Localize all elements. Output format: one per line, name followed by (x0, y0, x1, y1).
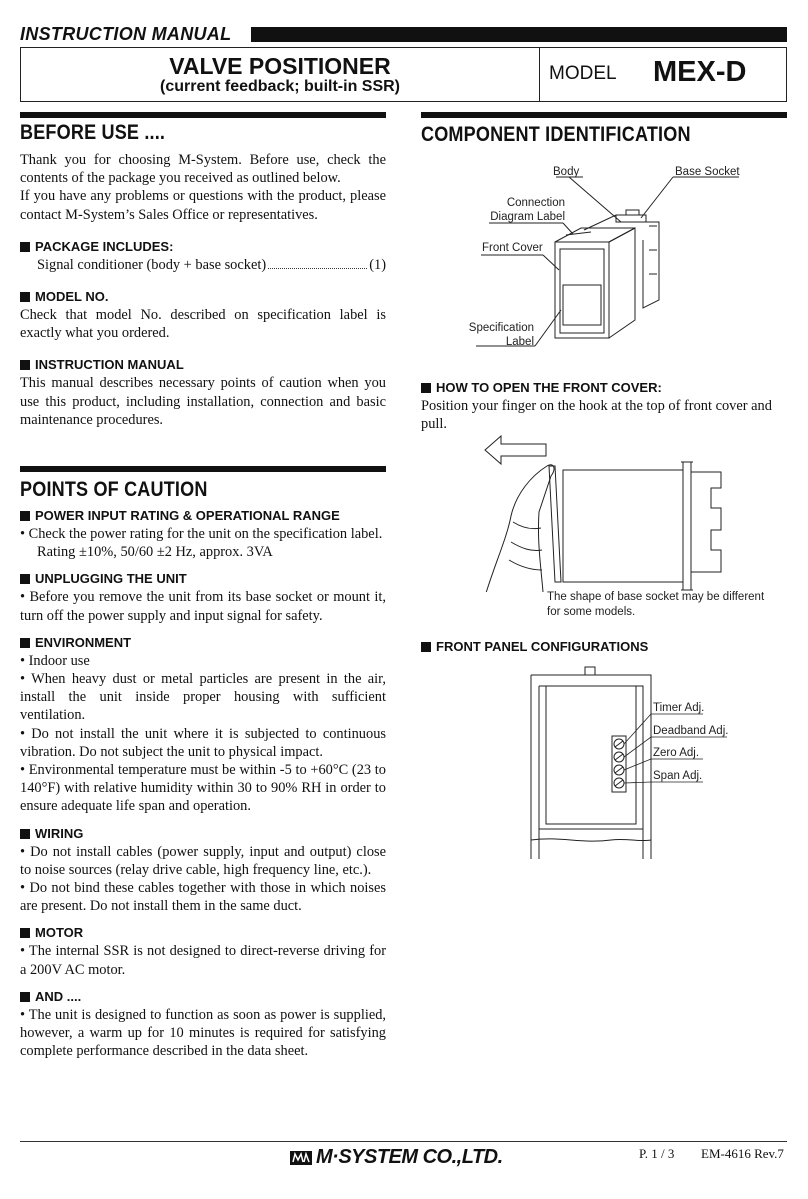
section-bar (20, 112, 386, 118)
company-name: M·SYSTEM CO.,LTD. (316, 1146, 503, 1168)
model-no-text: Check that model No. described on specification label is exactly what you ordered. (20, 307, 386, 342)
front-panel-illustration (421, 664, 787, 864)
footer-rule (20, 1141, 787, 1142)
caution-body (20, 507, 386, 1060)
zero-adj-label: Zero Adj. (653, 747, 700, 759)
timer-adj-label: Timer Adj. (653, 702, 705, 714)
connection-label-2: Diagram Label (490, 211, 565, 223)
model-code: MEX-D (653, 56, 747, 88)
title-divider (539, 48, 540, 101)
open-cover-section (421, 379, 787, 433)
product-title: VALVE POSITIONER (169, 53, 391, 79)
adjuster-screws (614, 739, 624, 788)
zero-adj-screw (614, 765, 624, 775)
front-panel-heading: FRONT PANEL CONFIGURATIONS (421, 638, 787, 656)
page-number: P. 1 / 3 (639, 1146, 675, 1161)
package-heading: PACKAGE INCLUDES: (20, 238, 386, 256)
environment-heading: ENVIRONMENT (20, 634, 386, 652)
open-cover-heading: HOW TO OPEN THE FRONT COVER: (421, 379, 787, 397)
environment-item: • When heavy dust or metal particles are present in the air, install the unit inside proper housing with sufficient ventilation. (20, 671, 386, 724)
section-bar (20, 466, 386, 472)
spec-label-2: Label (505, 336, 534, 348)
before-use-body (20, 151, 386, 429)
wiring-heading: WIRING (20, 825, 386, 843)
document-number: EM-4616 Rev.7 (701, 1146, 784, 1161)
intro-text-2: If you have any problems or questions with the product, please contact M-System’s Sales Office or representatives. (20, 188, 386, 223)
product-subtitle: (current feedback; built-in SSR) (159, 78, 401, 95)
unplug-text: • Before you remove the unit from its base socket or mount it, turn off the power supply and input signal for safety. (20, 589, 386, 624)
connection-label-1: Connection (506, 197, 565, 209)
span-adj-label: Span Adj. (653, 770, 703, 782)
front-panel-section (421, 638, 787, 656)
wiring-item: • Do not bind these cables together with those in which noises are present. Do not install them in the same duct. (20, 880, 386, 915)
model-label: MODEL (549, 63, 617, 84)
environment-item: • Do not install the unit where it is subjected to continuous vibration. Do not subject the unit to physical impact. (20, 725, 386, 760)
manual-text: This manual describes necessary points of caution when you use this product, including installation, connection and basic maintenance procedures. (20, 375, 386, 428)
timer-adj-screw (614, 739, 624, 749)
section-bar (421, 112, 787, 118)
msystem-logo-icon (290, 1150, 312, 1166)
deadband-adj-screw (614, 752, 624, 762)
open-cover-text: Position your finger on the hook at the top of front cover and pull. (421, 398, 772, 433)
caution-heading: POINTS OF CAUTION (20, 478, 208, 501)
power-rating: Rating ±10%, 50/60 ±2 Hz, approx. 3VA (37, 544, 273, 561)
company-logo (290, 1146, 503, 1169)
socket-caption: The shape of base socket may be different for some models. (547, 591, 765, 618)
motor-text: • The internal SSR is not designed to direct-reverse driving for a 200V AC motor. (20, 943, 386, 978)
intro-text: Thank you for choosing M-System. Before use, check the contents of the package you received as outlined below. (20, 152, 386, 187)
package-item: Signal conditioner (body + base socket) (1) (37, 256, 386, 273)
base-socket-label: Base Socket (675, 166, 740, 178)
and-heading: AND .... (20, 988, 386, 1006)
and-text: • The unit is designed to function as soon as power is supplied, however, a warm up for 10 minutes is required for satisfying complete performance described in the data sheet. (20, 1006, 386, 1060)
open-cover-illustration (421, 432, 787, 592)
component-illustration (421, 160, 787, 360)
environment-item: • Environmental temperature must be within -5 to +60°C (23 to 140°F) with relative humidity within 30 to 90% RH in order to ensure adequate life span and operation. (20, 762, 386, 815)
components-heading: COMPONENT IDENTIFICATION (421, 123, 691, 146)
before-use-heading: BEFORE USE .... (20, 121, 166, 144)
power-text: • Check the power rating for the unit on the specification label. (20, 526, 383, 542)
model-no-heading: MODEL NO. (20, 288, 386, 306)
environment-item: • Indoor use (20, 652, 90, 669)
power-heading: POWER INPUT RATING & OPERATIONAL RANGE (20, 507, 386, 525)
motor-heading: MOTOR (20, 924, 386, 942)
spec-label-1: Specification (468, 322, 534, 334)
deadband-adj-label: Deadband Adj. (653, 725, 729, 737)
span-adj-screw (614, 778, 624, 788)
body-label: Body (553, 166, 580, 178)
manual-heading: INSTRUCTION MANUAL (20, 356, 386, 374)
manual-label: INSTRUCTION MANUAL (20, 24, 232, 44)
title-box (20, 47, 787, 102)
front-cover-label: Front Cover (482, 242, 543, 254)
header-bar (251, 27, 787, 42)
wiring-item: • Do not install cables (power supply, input and output) close to noise sources (relay drive cable, high frequency line, etc.). (20, 843, 386, 878)
unplug-heading: UNPLUGGING THE UNIT (20, 570, 386, 588)
